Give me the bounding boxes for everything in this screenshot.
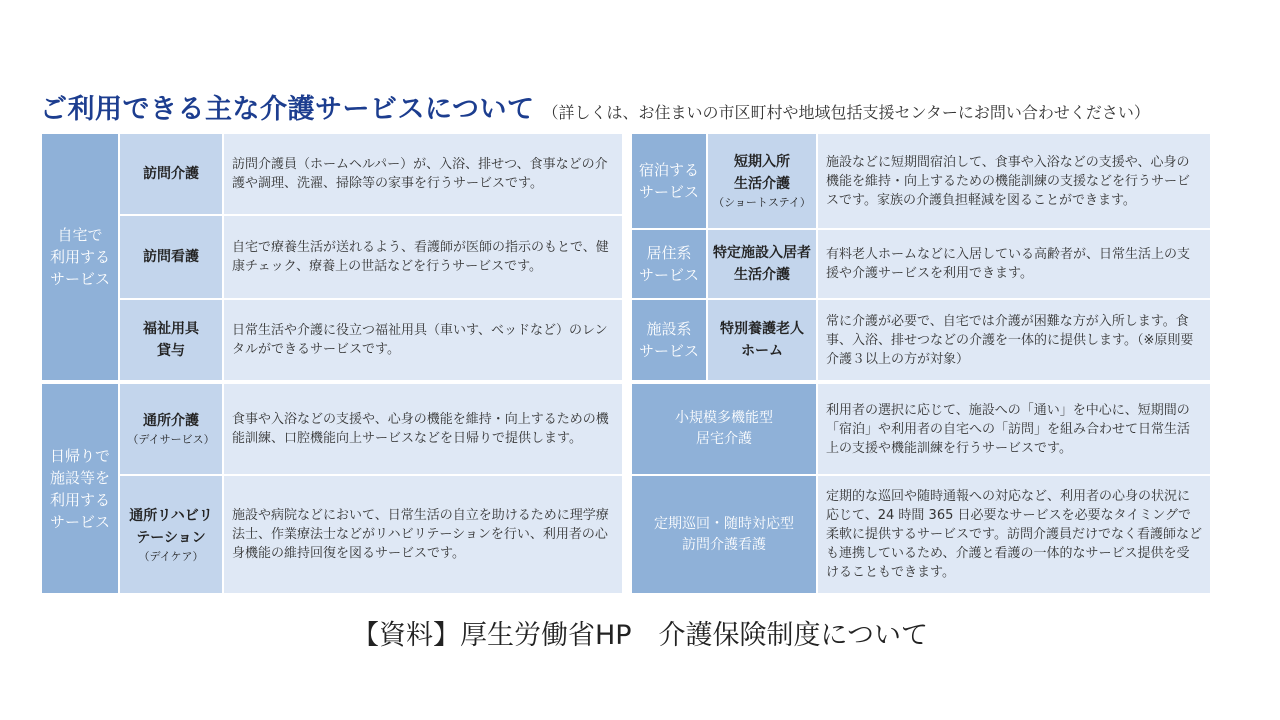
service-name-sub: （デイサービス） — [127, 433, 215, 446]
service-desc-text: 食事や入浴などの支援や、心身の機能を維持・向上するための機能訓練、口腔機能向上サービスなどを日帰りで提供します。 — [232, 412, 609, 446]
source-caption: 【資料】厚生労働省HP 介護保険制度について — [351, 620, 929, 651]
service-desc-text: 施設や病院などにおいて、日常生活の自立を助けるために理学療法士、作業療法士などがリハビリテーションを行い、利用者の心身機能の維持回復を図るサービスです。 — [232, 508, 609, 561]
service-name-label: 福祉用具 貸与 — [143, 321, 199, 359]
service-name-label: 特定施設入居者 生活介護 — [713, 245, 811, 283]
service-desc-welfare-equipment — [224, 300, 622, 380]
service-desc-text: 定期的な巡回や随時通報への対応など、利用者の心身の状況に応じて、24 時間 365 日必要なサービスを必要なタイミングで柔軟に提供するサービスです。訪問介護員だけでなく看護師なども連携しているため、介護と看護の一体的なサービス提供を受けることもできます。 — [826, 489, 1202, 580]
service-desc-text: 訪問介護員（ホームヘルパー）が、入浴、排せつ、食事などの介護や調理、洗濯、掃除等の家事を行うサービスです。 — [232, 157, 608, 191]
service-desc-nursing-home — [818, 300, 1210, 380]
service-name-home-nursing — [120, 216, 222, 298]
service-desc-home-nursing — [224, 216, 622, 298]
service-name-sub: （デイケア） — [138, 549, 204, 563]
service-name-label: 短期入所 生活介護 — [734, 154, 790, 192]
service-desc-small-multifunction — [818, 384, 1210, 474]
service-desc-text: 利用者の選択に応じて、施設への「通い」を中心に、短期間の「宿泊」や利用者の自宅への「訪問」を組み合わせて日常生活上の支援や機能訓練を行うサービスです。 — [826, 402, 1191, 456]
service-desc-text: 日常生活や介護に役立つ福祉用具（車いす、ベッドなど）のレンタルができるサービスです。 — [232, 323, 608, 357]
service-desc-text: 常に介護が必要で、自宅では介護が困難な方が入所します。食事、入浴、排せつなどの介護を一体的に提供します。（※原則要介護３以上の方が対象） — [826, 313, 1194, 367]
page-subtitle: （詳しくは、お住まいの市区町村や地域包括支援センターにお問い合わせください） — [542, 103, 1150, 122]
category-residential-services: 居住系 サービス — [632, 230, 706, 298]
service-name-home-care — [120, 134, 222, 214]
service-desc-short-stay — [818, 134, 1210, 228]
page-title: ご利用できる主な介護サービスについて — [40, 94, 535, 125]
service-name-welfare-equipment — [120, 300, 222, 380]
service-name-sub: （ショートステイ） — [713, 196, 811, 209]
service-name-label: 訪問看護 — [143, 249, 199, 265]
service-name-small-multifunction: 小規模多機能型 居宅介護 — [632, 384, 816, 474]
service-desc-specified-facility — [818, 230, 1210, 298]
service-desc-text: 有料老人ホームなどに入居している高齢者が、日常生活上の支援や介護サービスを利用できます。 — [826, 247, 1191, 281]
service-name-specified-facility — [708, 230, 816, 298]
service-desc-home-care — [224, 134, 622, 214]
category-stay-services: 宿泊する サービス — [632, 134, 706, 228]
category-facility-services: 施設系 サービス — [632, 300, 706, 380]
service-name-label: 特別養護老人 ホーム — [720, 321, 804, 359]
category-home-services: 自宅で 利用する サービス — [42, 134, 118, 380]
service-name-short-stay — [708, 134, 816, 228]
service-name-label: 訪問介護 — [143, 166, 199, 182]
category-day-services: 日帰りで 施設等を 利用する サービス — [42, 384, 118, 593]
service-desc-periodic-patrol — [818, 476, 1210, 593]
service-desc-text: 自宅で療養生活が送れるよう、看護師が医師の指示のもとで、健康チェック、療養上の世話などを行うサービスです。 — [232, 240, 609, 274]
service-name-label: 通所リハビリ テーション — [129, 507, 213, 546]
service-name-day-care — [120, 384, 222, 474]
service-name-periodic-patrol: 定期巡回・随時対応型 訪問介護看護 — [632, 476, 816, 593]
service-desc-day-care — [224, 384, 622, 474]
service-name-label: 通所介護 — [143, 413, 199, 429]
service-desc-text: 施設などに短期間宿泊して、食事や入浴などの支援や、心身の機能を維持・向上するための機能訓練の支援などを行うサービスです。家族の介護負担軽減を図ることができます。 — [826, 154, 1191, 208]
service-name-day-rehab — [120, 476, 222, 593]
page-title-row — [40, 86, 1240, 130]
service-name-nursing-home — [708, 300, 816, 380]
service-desc-day-rehab — [224, 476, 622, 593]
